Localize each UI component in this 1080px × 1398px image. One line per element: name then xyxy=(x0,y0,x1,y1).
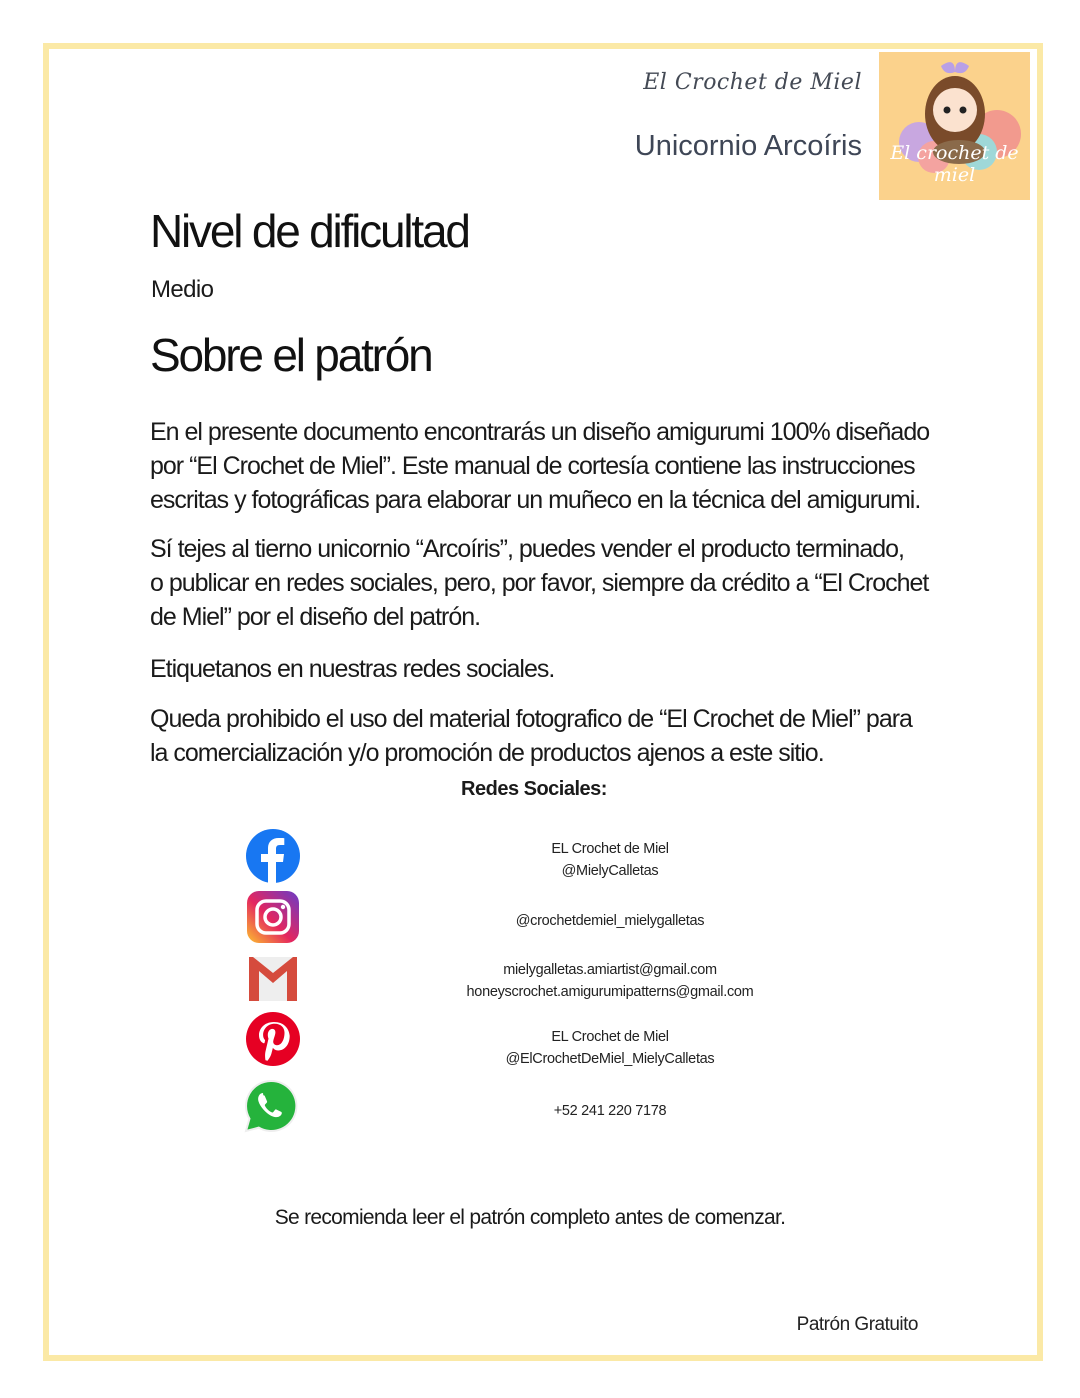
pinterest-contact xyxy=(380,1026,840,1070)
difficulty-level: Medio xyxy=(151,276,214,303)
contact-line: @MielyCalletas xyxy=(561,863,659,879)
pinterest-icon[interactable] xyxy=(246,1012,300,1066)
about-paragraph xyxy=(150,415,929,517)
social-title: Redes Sociales: xyxy=(461,778,607,800)
facebook-icon[interactable] xyxy=(246,829,300,883)
footer-label: Patrón Gratuito xyxy=(796,1314,918,1335)
text-line: escritas y fotográficas para elaborar un muñeco en la técnica del amigurumi. xyxy=(150,486,921,514)
logo-text: El crochet de miel xyxy=(890,142,1019,186)
text-line: la comercialización y/o promoción de productos ajenos a este sitio. xyxy=(150,739,824,767)
gmail-contact xyxy=(380,959,840,1003)
document-title: Unicornio Arcoíris xyxy=(634,130,862,162)
text-line: por “El Crochet de Miel”. Este manual de cortesía contiene las instrucciones xyxy=(150,452,915,480)
contact-line: EL Crochet de Miel xyxy=(551,1029,669,1045)
contact-line: honeyscrochet.amigurumipatterns@gmail.com xyxy=(466,984,754,1000)
facebook-contact xyxy=(380,838,840,882)
contact-line: EL Crochet de Miel xyxy=(551,841,669,857)
about-heading: Sobre el patrón xyxy=(150,329,432,381)
prohibition-paragraph xyxy=(150,702,912,770)
text-line: Queda prohibido el uso del material fotografico de “El Crochet de Miel” para xyxy=(150,705,912,733)
text-line: o publicar en redes sociales, pero, por favor, siempre da crédito a “El Crochet xyxy=(150,569,929,597)
recommendation-note: Se recomienda leer el patrón completo antes de comenzar. xyxy=(274,1206,786,1229)
instagram-icon[interactable] xyxy=(247,891,299,943)
whatsapp-contact xyxy=(380,1100,840,1122)
brand-logo xyxy=(879,52,1030,200)
text-line: de Miel” por el diseño del patrón. xyxy=(150,603,481,631)
contact-line: mielygalletas.amiartist@gmail.com xyxy=(503,962,717,978)
gmail-icon[interactable] xyxy=(246,955,300,1001)
contact-line: @crochetdemiel_mielygalletas xyxy=(515,913,705,929)
brand-name: El Crochet de Miel xyxy=(643,70,862,95)
tag-paragraph xyxy=(150,652,554,686)
text-line: Etiquetanos en nuestras redes sociales. xyxy=(150,655,555,683)
instagram-contact xyxy=(380,910,840,932)
text-line: Sí tejes al tierno unicornio “Arcoíris”, puedes vender el producto terminado, xyxy=(150,535,904,563)
usage-paragraph xyxy=(150,532,928,634)
text-line: En el presente documento encontrarás un diseño amigurumi 100% diseñado xyxy=(150,418,930,446)
contact-line: @ElCrochetDeMiel_MielyCalletas xyxy=(505,1051,715,1067)
contact-line: +52 241 220 7178 xyxy=(553,1103,667,1119)
whatsapp-icon[interactable] xyxy=(243,1078,299,1134)
difficulty-heading: Nivel de dificultad xyxy=(150,205,469,257)
